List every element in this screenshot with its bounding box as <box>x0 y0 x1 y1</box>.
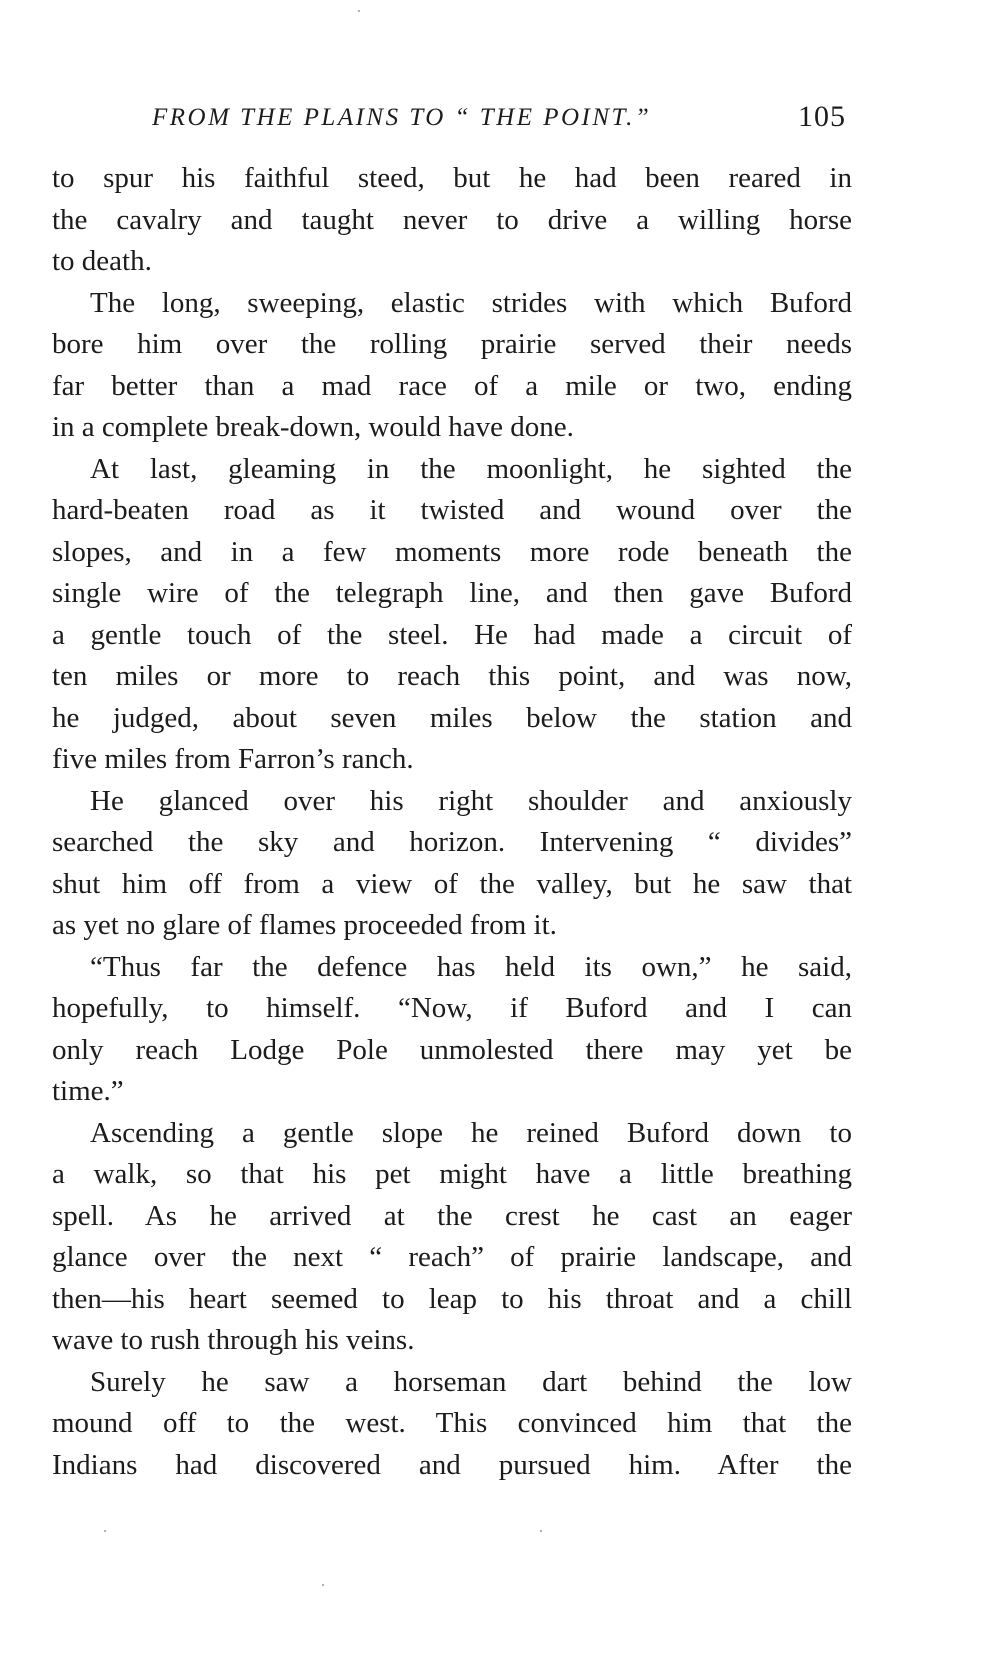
page-number: 105 <box>798 100 846 133</box>
text-line: a gentle touch of the steel. He had made a circuit of <box>52 618 852 651</box>
scan-speck <box>322 1584 324 1586</box>
paragraph <box>52 158 852 283</box>
paragraph <box>52 449 852 781</box>
text-line: to death. <box>52 245 152 277</box>
text-line: glance over the next “ reach” of prairie landscape, and <box>52 1241 852 1273</box>
scan-speck <box>358 10 360 12</box>
text-line: hopefully, to himself. “Now, if Buford and I can <box>52 992 852 1024</box>
text-line: in a complete break-down, would have done. <box>52 411 574 443</box>
paragraph <box>52 1362 852 1487</box>
text-line: to spur his faithful steed, but he had been reared in <box>52 162 852 194</box>
text-line: ten miles or more to reach this point, and was now, <box>52 660 852 692</box>
text-line: “Thus far the defence has held its own,” he said, <box>90 950 852 983</box>
text-line: a walk, so that his pet might have a little breathing <box>52 1158 852 1190</box>
text-line: Indians had discovered and pursued him. After the <box>52 1448 852 1481</box>
text-line: The long, sweeping, elastic strides with which Buford <box>90 286 852 319</box>
text-line: hard-beaten road as it twisted and wound over the <box>52 494 852 526</box>
scan-speck <box>104 1530 106 1532</box>
running-head <box>52 100 852 140</box>
text-line: then—his heart seemed to leap to his throat and a chill <box>52 1282 852 1315</box>
text-line: Surely he saw a horseman dart behind the low <box>90 1365 852 1398</box>
scan-speck <box>540 1530 542 1532</box>
text-line: wave to rush through his veins. <box>52 1324 415 1356</box>
text-line: slopes, and in a few moments more rode beneath the <box>52 535 852 568</box>
text-line: time.” <box>52 1075 124 1107</box>
text-line: as yet no glare of flames proceeded from it. <box>52 909 557 941</box>
text-line: single wire of the telegraph line, and then gave Buford <box>52 577 852 609</box>
paragraph <box>52 283 852 449</box>
text-line: He glanced over his right shoulder and anxiously <box>90 784 852 817</box>
paragraph <box>52 781 852 947</box>
text-line: far better than a mad race of a mile or two, ending <box>52 369 852 402</box>
text-line: Ascending a gentle slope he reined Buford down to <box>90 1116 852 1149</box>
text-line: bore him over the rolling prairie served their needs <box>52 328 852 360</box>
text-line: spell. As he arrived at the crest he cast an eager <box>52 1199 852 1232</box>
text-line: searched the sky and horizon. Intervening “ divides” <box>52 826 852 858</box>
text-line: five miles from Farron’s ranch. <box>52 743 414 775</box>
text-line: he judged, about seven miles below the station and <box>52 701 852 734</box>
text-line: At last, gleaming in the moonlight, he sighted the <box>90 452 852 485</box>
text-line: mound off to the west. This convinced him that the <box>52 1407 852 1439</box>
paragraph <box>52 947 852 1113</box>
running-title: FROM THE PLAINS TO “ THE POINT.” <box>152 104 652 131</box>
paragraph <box>52 1113 852 1362</box>
text-line: the cavalry and taught never to drive a willing horse <box>52 203 852 236</box>
text-line: only reach Lodge Pole unmolested there may yet be <box>52 1033 852 1066</box>
body-text <box>52 158 852 1486</box>
text-line: shut him off from a view of the valley, but he saw that <box>52 867 852 900</box>
